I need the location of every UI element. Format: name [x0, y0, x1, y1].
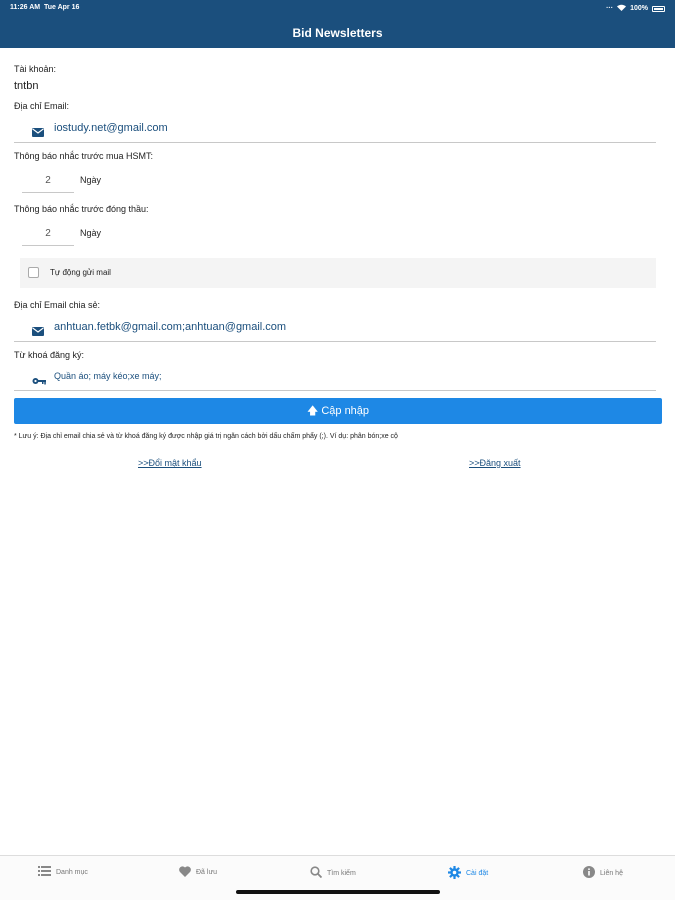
tab-label: Đã lưu: [196, 869, 218, 876]
home-indicator: [236, 890, 440, 894]
tab-danh-muc[interactable]: [38, 866, 88, 878]
status-right: [606, 4, 665, 13]
key-icon: [32, 372, 46, 390]
signal-icon: ···: [606, 5, 614, 12]
remind-hsmt-unit: Ngày: [80, 175, 102, 185]
auto-mail-row[interactable]: [20, 258, 656, 288]
auto-mail-label: Tự động gửi mail: [50, 268, 111, 277]
share-email-value: anhtuan.fetbk@gmail.com;anhtuan@gmail.com: [54, 321, 287, 333]
info-icon: [583, 866, 595, 880]
remind-hsmt-input[interactable]: 2: [22, 171, 74, 193]
email-field[interactable]: [14, 122, 656, 143]
remind-close-input[interactable]: 2: [22, 224, 74, 246]
update-button[interactable]: [14, 398, 662, 424]
remind-close-label: Thông báo nhắc trước đóng thầu:: [14, 204, 149, 214]
update-button-label: Cập nhập: [321, 405, 370, 417]
tab-label: Cài đặt: [466, 870, 489, 877]
keywords-value: Quần áo; máy kéo;xe máy;: [54, 371, 162, 381]
email-label: Địa chỉ Email:: [14, 101, 70, 111]
app-header: [0, 0, 675, 48]
list-icon: [38, 866, 51, 878]
note-text: * Lưu ý: Địa chỉ email chia sẻ và từ khoá đăng ký được nhập giá trị ngăn cách bởi dấu chấm phẩy (;). Ví dụ: phân bón;xe cộ: [14, 433, 398, 440]
share-email-label: Địa chỉ Email chia sẻ:: [14, 300, 101, 310]
page-title: Bid Newsletters: [292, 26, 383, 40]
arrow-up-icon: 🡅: [306, 405, 319, 417]
remind-hsmt-label: Thông báo nhắc trước mua HSMT:: [14, 151, 153, 161]
mail-icon: [32, 124, 44, 142]
email-value: iostudy.net@gmail.com: [54, 122, 168, 134]
share-email-field[interactable]: [14, 321, 656, 342]
logout-link[interactable]: >>Đăng xuất: [469, 458, 521, 468]
tab-label: Danh mục: [56, 868, 88, 876]
auto-mail-checkbox[interactable]: [28, 267, 39, 278]
status-bar: [0, 0, 675, 16]
wifi-icon: [617, 4, 626, 13]
tab-cai-dat[interactable]: [448, 866, 488, 881]
tab-lien-he[interactable]: [583, 866, 623, 880]
tab-label: Liên hệ: [600, 869, 623, 877]
tab-da-luu[interactable]: [179, 866, 217, 879]
battery-percent: 100%: [630, 5, 648, 12]
keywords-label: Từ khoá đăng ký:: [14, 350, 85, 360]
heart-icon: [179, 866, 191, 879]
mail-icon: [32, 323, 44, 341]
gear-icon: [448, 866, 461, 881]
keywords-field[interactable]: [14, 370, 656, 391]
remind-close-unit: Ngày: [80, 228, 102, 238]
account-value: tntbn: [14, 80, 39, 92]
change-password-link[interactable]: >>Đổi mật khẩu: [138, 458, 202, 468]
status-time: 11:26 AM Tue Apr 16: [10, 4, 80, 11]
search-icon: [310, 866, 322, 880]
tab-tim-kiem[interactable]: [310, 866, 356, 880]
account-label: Tài khoản:: [14, 64, 57, 74]
battery-icon: [652, 6, 665, 12]
tab-label: Tìm kiếm: [327, 869, 356, 877]
